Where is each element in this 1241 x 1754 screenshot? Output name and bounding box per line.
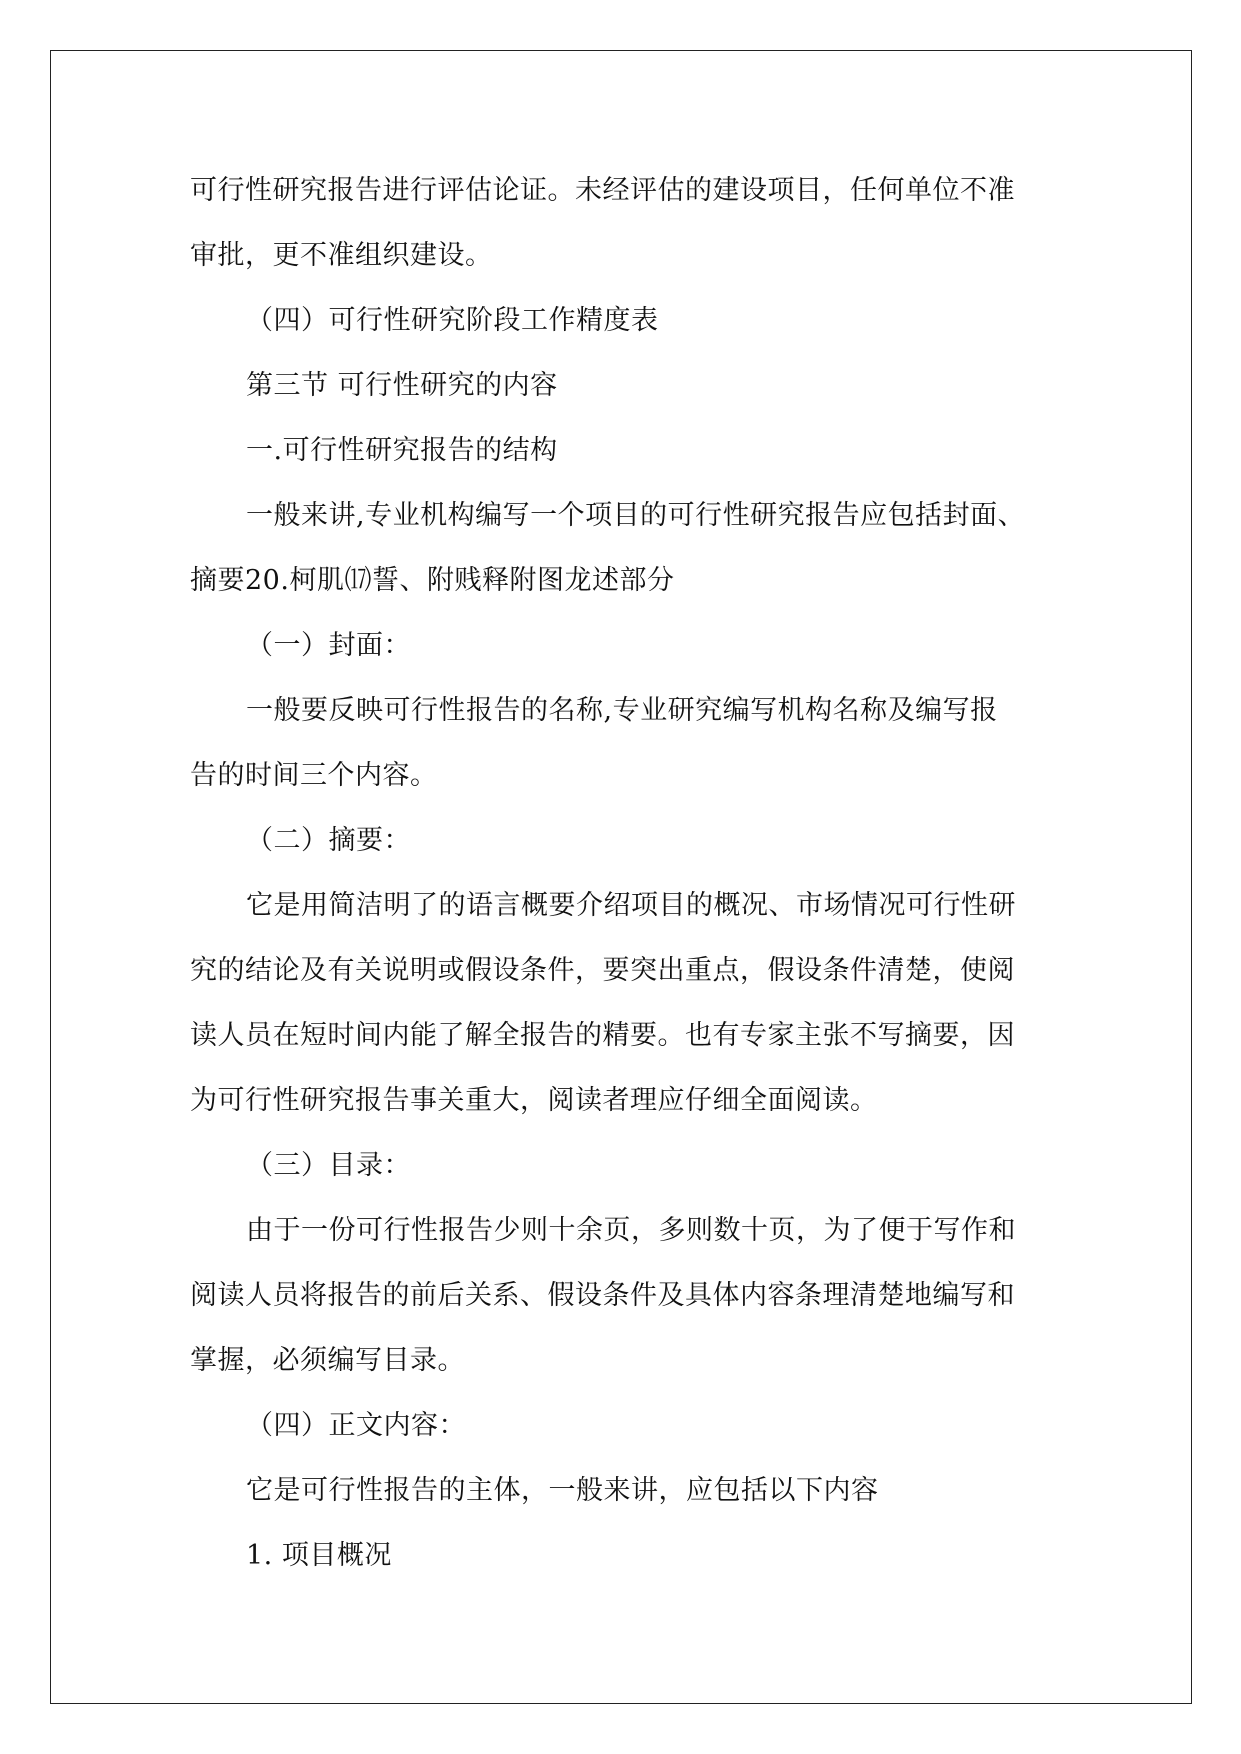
text-line: 一般来讲,专业机构编写一个项目的可行性研究报告应包括封面、 [246,500,1026,531]
text-line: 为可行性研究报告事关重大，阅读者理应仔细全面阅读。 [190,1085,878,1116]
section-heading: 第三节 可行性研究的内容 [246,370,558,401]
section-heading: （一）封面： [246,630,411,661]
text-line: 摘要20.柯肌⒄誓、附贱释附图龙述部分 [190,565,675,596]
section-heading: （三）目录： [246,1150,411,1181]
text-line: 它是可行性报告的主体，一般来讲，应包括以下内容 [246,1475,879,1506]
text-line: 告的时间三个内容。 [190,760,438,791]
text-line: 读人员在短时间内能了解全报告的精要。也有专家主张不写摘要，因 [190,1020,1015,1051]
section-heading: （四）可行性研究阶段工作精度表 [246,305,659,336]
text-line: 究的结论及有关说明或假设条件，要突出重点，假设条件清楚，使阅 [190,955,1015,986]
text-line: 掌握，必须编写目录。 [190,1345,465,1376]
section-heading: （二）摘要： [246,825,411,856]
text-line: 阅读人员将报告的前后关系、假设条件及具体内容条理清楚地编写和 [190,1280,1015,1311]
list-item: 1. 项目概况 [246,1540,392,1571]
text-line: 它是用简洁明了的语言概要介绍项目的概况、市场情况可行性研 [246,890,1016,921]
text-line: 由于一份可行性报告少则十余页，多则数十页，为了便于写作和 [246,1215,1016,1246]
text-line: 审批，更不准组织建设。 [190,240,493,271]
document-body [190,158,1060,1588]
section-heading: （四）正文内容： [246,1410,466,1441]
section-heading: 一.可行性研究报告的结构 [246,435,558,466]
text-line: 一般要反映可行性报告的名称,专业研究编写机构名称及编写报 [246,695,998,726]
text-line: 可行性研究报告进行评估论证。未经评估的建设项目，任何单位不准 [190,175,1015,206]
